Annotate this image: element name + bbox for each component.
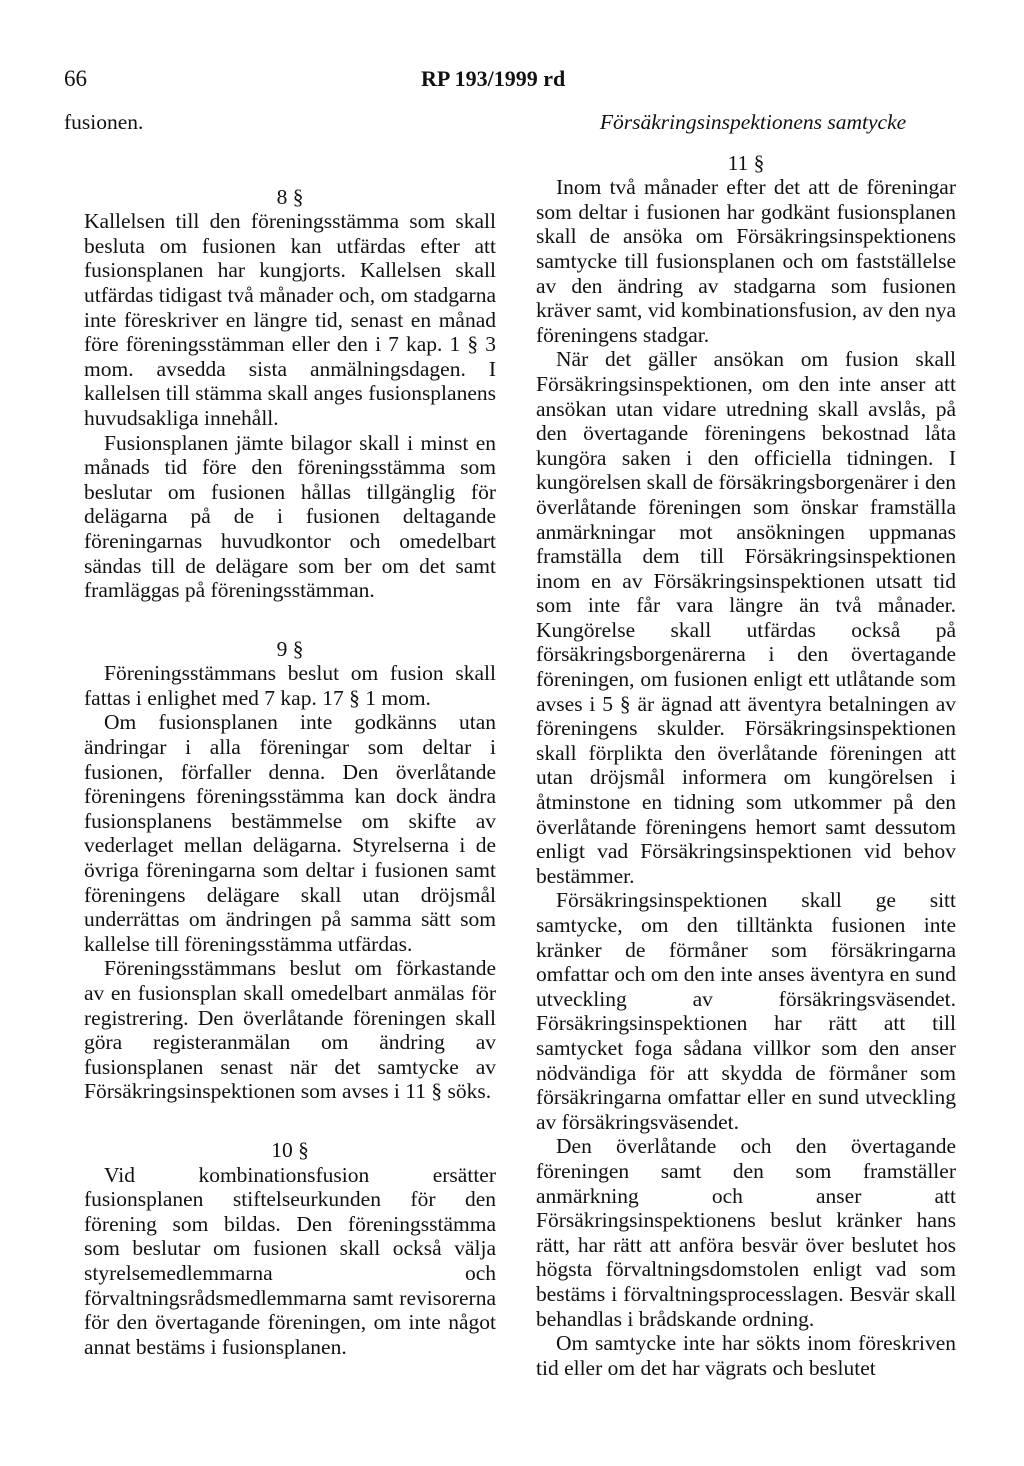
section-10-paragraph-1: Vid kombinationsfusion ersätter fusionsplanen stiftelseurkunden för den förening som bildas. Den föreningsstämma som beslutar om fusionen skall också välja styrelsemedlemmarna och förvaltningsrådsmedlemmarna samt revisorerna för den övertagande föreningen, om inte något annat bestäms i fusionsplanen. (84, 1162, 496, 1359)
section-8-paragraph-2: Fusionsplanen jämte bilagor skall i minst en månads tid före den föreningsstämma som beslutar om fusionen hållas tillgänglig för delägarna på de i fusionen deltagande föreningarnas huvudkontor och omedelbart sändas till de delägare som ber om det samt framläggas på föreningsstämman. (84, 430, 496, 603)
section-11-paragraph-3: Försäkringsinspektionen skall ge sitt samtycke, om den tilltänkta fusionen inte kränker de förmåner som försäkringarna omfattar och om den inte anses äventyra en sund utveckling av försäkringsväsendet. Försäkringsinspektionen har rätt att till samtycket foga sådana villkor som den anser nödvändiga för att skydda de förmåner som försäkringarna omfattar eller en sund utveckling av försäkringsväsendet. (536, 888, 956, 1134)
section-11-paragraph-2: När det gäller ansökan om fusion skall Försäkringsinspektionen, om den inte anser att ansökan utan vidare utredning skall avslås, på den övertagande föreningens bekostnad låta kungöra saken i den officiella tidningen. I kungörelsen skall de försäkringsborgenärer i den överlåtande föreningen som önskar framställa anmärkningar mot ansökningen uppmanas framställa dem till Försäkringsinspektionen inom en av Försäkringsinspektionen utsatt tid som inte får vara längre än två månader. Kungörelse skall utfärdas också på försäkringsborgenärerna i den övertagande föreningen, om fusionen enligt ett utlåtande som avses i 5 § är ägnad att äventyra betalningen av föreningens skulder. Försäkringsinspektionen skall förplikta den överlåtande föreningen att utan dröjsmål informera om kungörelsen i åtminstone en tidning som utkommer på den överlåtande föreningens hemort samt dessutom enligt vad Försäkringsinspektionen vid behov bestämmer. (536, 347, 956, 888)
section-8-paragraph-1: Kallelsen till den föreningsstämma som skall besluta om fusionen kan utfärdas efter att fusionsplanen har kungjorts. Kallelsen skall utfärdas tidigast två månader och, om stadgarna inte föreskriver en längre tid, senast en månad före föreningsstämman eller den i 7 kap. 1 § 3 mom. avsedda sista anmälningsdagen. I kallelsen till stämma skall anges fusionsplanens huvudsakliga innehåll. (84, 209, 496, 430)
left-column (64, 110, 496, 1359)
section-11-paragraph-5: Om samtycke inte har sökts inom föreskriven tid eller om det har vägrats och beslutet (536, 1331, 956, 1380)
section-11-paragraph-4: Den överlåtande och den övertagande föreningen samt den som framställer anmärkning och anser att Försäkringsinspektionens beslut kränker hans rätt, har rätt att anföra besvär över beslutet hos högsta förvaltningsdomstolen enligt vad som bestäms i förvaltningsprocesslagen. Besvär skall behandlas i brådskande ordning. (536, 1134, 956, 1331)
section-11-heading: 11 § (727, 150, 765, 175)
section-9-heading: 9 § (276, 636, 304, 661)
running-title: RP 193/1999 rd (421, 66, 566, 91)
section-9-paragraph-1: Föreningsstämmans beslut om fusion skall fattas i enlighet med 7 kap. 17 § 1 mom. (84, 661, 496, 710)
section-9-paragraph-3: Föreningsstämmans beslut om förkastande av en fusionsplan skall omedelbart anmälas för registrering. Den överlåtande föreningen skall göra registeranmälan om ändring av fusionsplanen senast när det samtycke av Försäkringsinspektionen som avses i 11 § söks. (84, 956, 496, 1104)
section-10-heading: 10 § (271, 1137, 309, 1162)
right-column (536, 110, 956, 1380)
continuation-text: fusionen. (64, 110, 144, 134)
page-number: 66 (64, 66, 87, 91)
section-8-heading: 8 § (276, 184, 304, 209)
section-11-paragraph-1: Inom två månader efter det att de föreningar som deltar i fusionen har godkänt fusionsplanen skall de ansöka om Försäkringsinspektionens samtycke till fusionsplanen och om fastställelse av den ändring av stadgarna som fusionen kräver samt, vid kombinationsfusion, av den nya föreningens stadgar. (536, 175, 956, 347)
subheading: Försäkringsinspektionens samtycke (599, 110, 907, 134)
section-9-paragraph-2: Om fusionsplanen inte godkänns utan ändringar i alla föreningar som deltar i fusionen, förfaller denna. Den överlåtande föreningens föreningsstämma kan dock ändra fusionsplanens bestämmelse om skifte av vederlaget mellan delägarna. Styrelserna i de övriga föreningarna som deltar i fusionen samt föreningens delägare skall utan dröjsmål underrättas om ändringen på samma sätt som kallelse till föreningsstämma utfärdas. (84, 710, 496, 956)
